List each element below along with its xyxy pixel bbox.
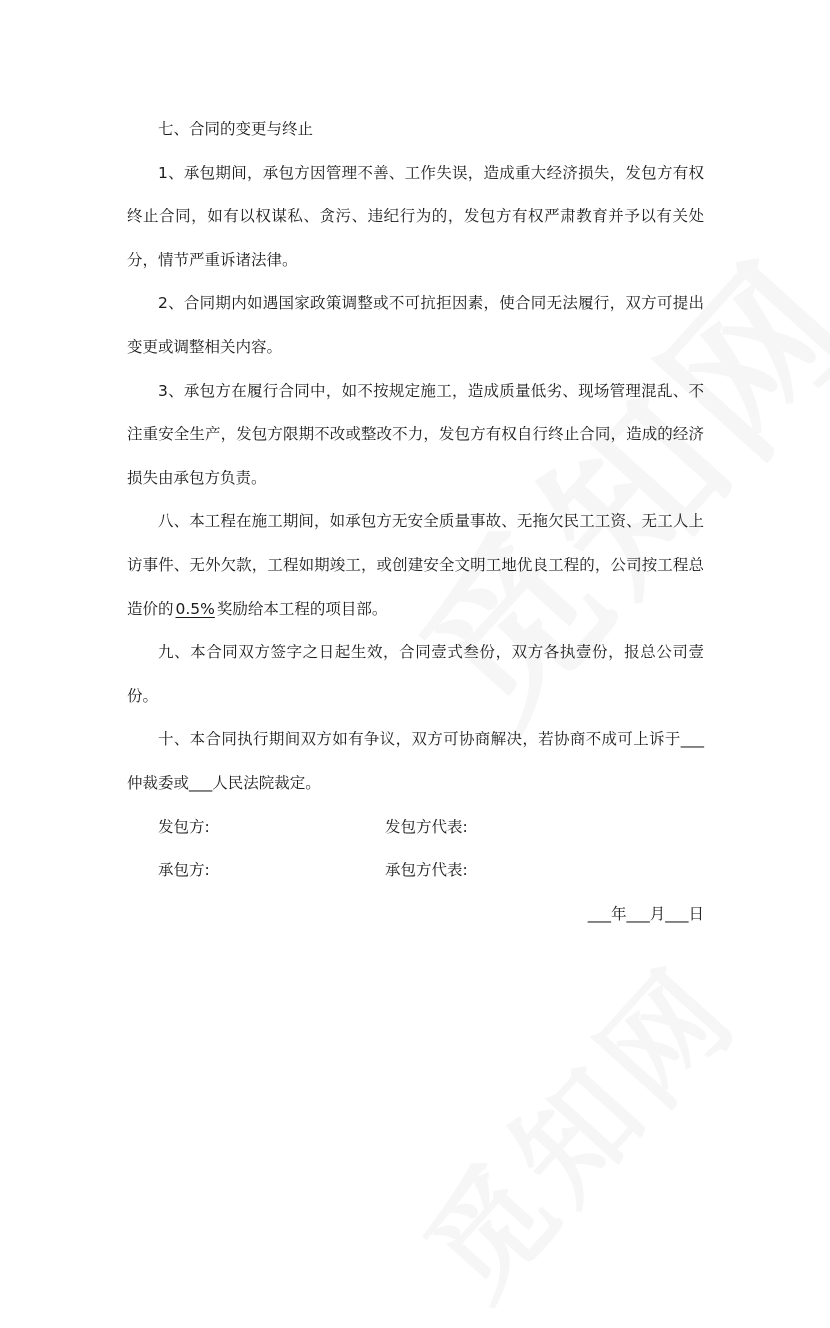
clause-9: 九、本合同双方签字之日起生效，合同壹式叁份，双方各执壹份，报总公司壹份。 — [127, 643, 704, 705]
employer-rep-label: 发包方代表: — [385, 817, 468, 836]
clause-8-text-end: 奖励给本工程的项目部。 — [216, 599, 388, 618]
date-line: ___年___月___日 — [587, 904, 704, 923]
clause-7-1: 1、承包期间，承包方因管理不善、工作失误，造成重大经济损失，发包方有权终止合同，如有以权谋私、贪污、违纪行为的，发包方有权严肃教育并予以有关处分，情节严重诉诸法律。 — [127, 163, 704, 269]
contractor-rep-label: 承包方代表: — [385, 861, 468, 880]
document-body — [127, 108, 704, 936]
section-heading-7: 七、合同的变更与终止 — [158, 120, 314, 138]
reward-rate: 0.5% — [175, 599, 215, 618]
employer-label: 发包方: — [158, 817, 210, 836]
clause-7-3: 3、承包方在履行合同中，如不按规定施工，造成质量低劣、现场管理混乱、不注重安全生产，发包方限期不改或整改不力，发包方有权自行终止合同，造成的经济损失由承包方负责。 — [127, 381, 704, 487]
watermark — [381, 924, 770, 1328]
clause-7-2: 2、合同期内如遇国家政策调整或不可抗拒因素，使合同无法履行，双方可提出变更或调整相关内容。 — [127, 294, 704, 356]
clause-8-text: 八、本工程在施工期间，如承包方无安全质量事故、无拖欠民工工资、无工人上访事件、无外欠款，工程如期竣工，或创建安全文明工地优良工程的，公司按工程总造价的 — [127, 512, 704, 618]
signature-row-contractor — [127, 849, 704, 893]
clause-8 — [127, 500, 704, 631]
contractor-label: 承包方: — [158, 861, 210, 880]
signature-row-employer — [127, 806, 704, 850]
clause-10: 十、本合同执行期间双方如有争议，双方可协商解决，若协商不成可上诉于___仲裁委或___人民法院裁定。 — [127, 730, 704, 792]
